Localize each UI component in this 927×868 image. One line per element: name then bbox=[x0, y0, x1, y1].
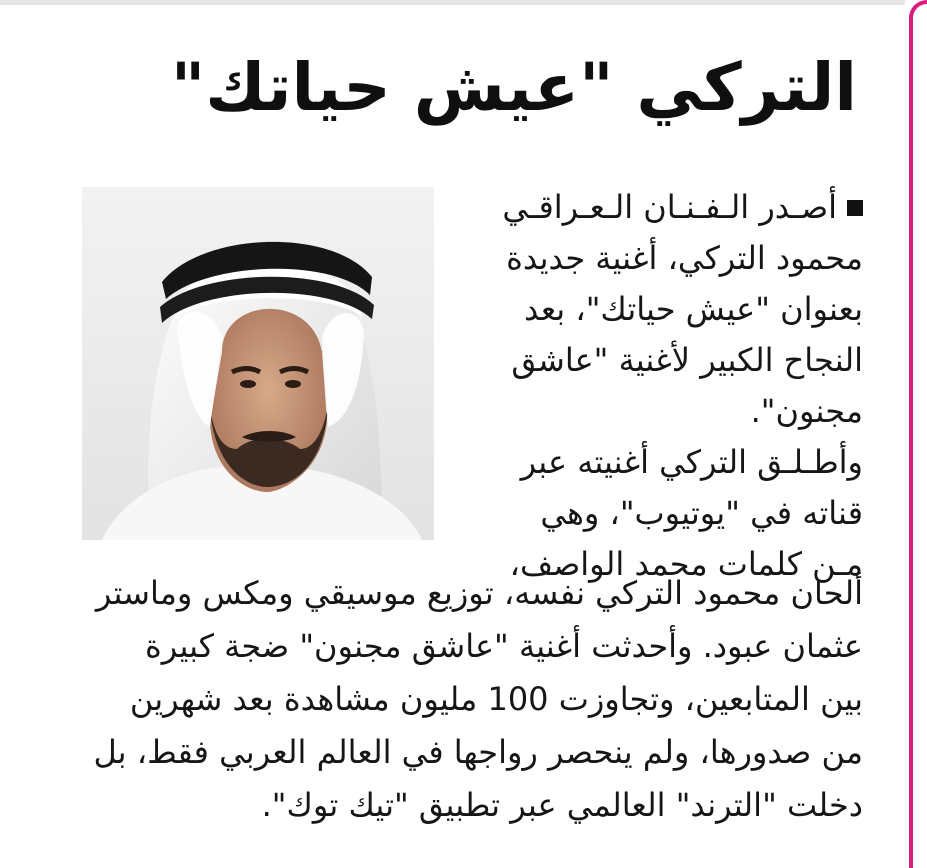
line-text: أصـدر الـفـنـان الـعـراقـي bbox=[502, 188, 837, 226]
paragraph-line: دخلت "الترند" العالمي عبر تطبيق "تيك توك". bbox=[261, 786, 863, 824]
paragraph-line: قناته في "يوتيوب"، وهي bbox=[540, 494, 863, 532]
article-headline: التركي "عيش حياتك" bbox=[170, 49, 857, 126]
paragraph-line: من صدورها، ولم ينحصر رواجها في العالم العربي فقط، بل bbox=[93, 733, 863, 771]
paragraph-line: بعنوان "عيش حياتك"، بعد bbox=[524, 290, 863, 328]
bullet-square-icon bbox=[847, 200, 863, 216]
paragraph-line: عثمان عبود. وأحدثت أغنية "عاشق مجنون" ضجة كبيرة bbox=[145, 627, 863, 665]
paragraph-line: بين المتابعين، وتجاوزت 100 مليون مشاهدة بعد شهرين bbox=[129, 680, 863, 718]
pink-frame-edge bbox=[909, 0, 927, 868]
top-rule bbox=[0, 0, 905, 5]
portrait-photo bbox=[82, 187, 434, 540]
article-body bbox=[80, 567, 863, 832]
paragraph-line bbox=[458, 182, 863, 233]
paragraph-line: ألحان محمود التركي نفسه، توزيع موسيقي ومكس وماستر bbox=[95, 574, 863, 612]
paragraph-line: مجنون". bbox=[750, 392, 863, 430]
article-intro bbox=[458, 182, 863, 590]
paragraph-line: محمود التركي، أغنية جديدة bbox=[506, 239, 863, 277]
paragraph-line: وأطـلـق التركي أغنيته عبر bbox=[520, 443, 863, 481]
paragraph-line: مـن كلمات محمد الواصف، bbox=[509, 545, 863, 583]
paragraph-line: النجاح الكبير لأغنية "عاشق bbox=[511, 341, 863, 379]
